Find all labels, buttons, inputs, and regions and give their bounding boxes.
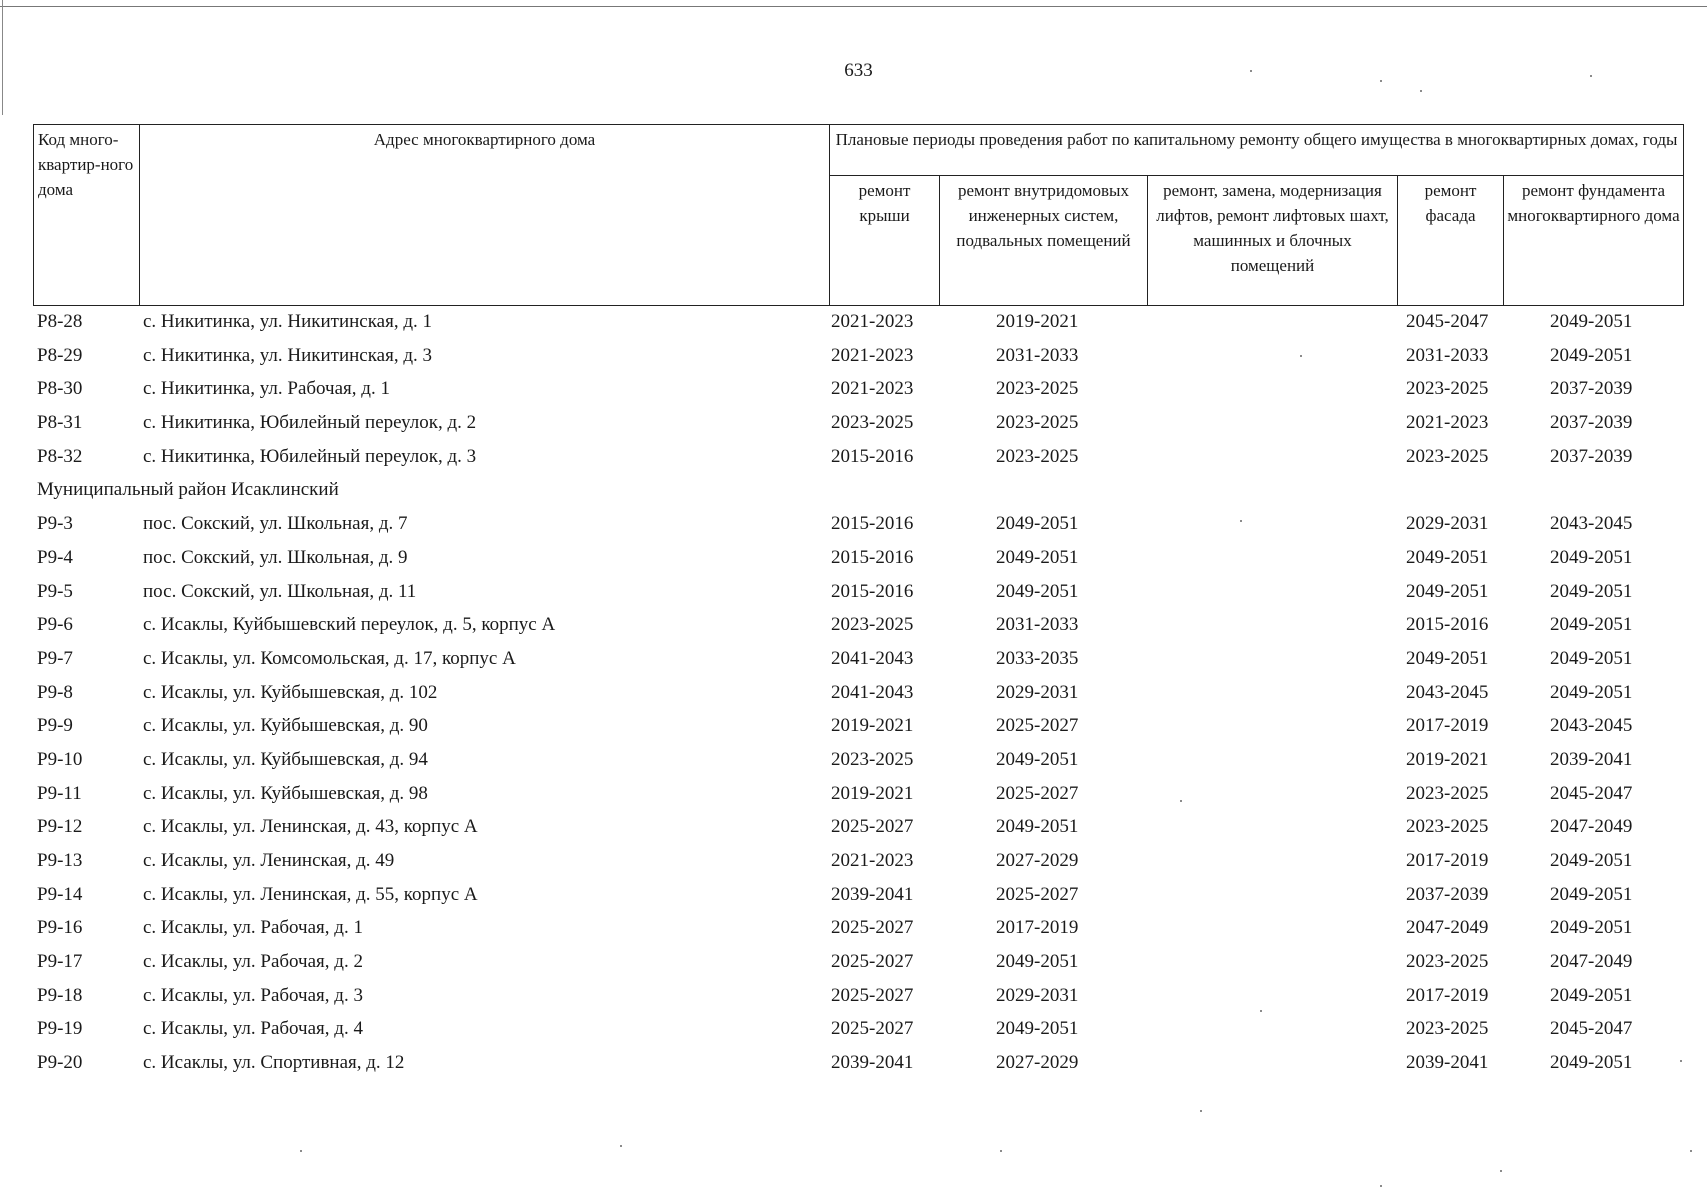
row-foundation: 2049-2051 [1550, 614, 1633, 636]
row-address: с. Исаклы, ул. Куйбышевская, д. 98 [143, 782, 428, 804]
row-engineering: 2049-2051 [996, 546, 1079, 568]
row-foundation: 2049-2051 [1550, 984, 1633, 1006]
row-foundation: 2043-2045 [1550, 715, 1633, 737]
table-row [33, 981, 1683, 1015]
row-code: Р9-19 [37, 1018, 83, 1040]
row-engineering: 2025-2027 [996, 782, 1079, 804]
row-facade: 2017-2019 [1406, 850, 1489, 871]
row-roof: 2039-2041 [831, 883, 914, 905]
header-elevators: ремонт, замена, модернизация лифтов, ремонт лифтовых шахт, машинных и блочных помещений [1148, 176, 1398, 306]
row-code: Р9-8 [37, 681, 73, 703]
row-code: Р9-10 [37, 748, 83, 770]
row-address: с. Исаклы, ул. Куйбышевская, д. 102 [143, 681, 438, 703]
scan-speck [1500, 1170, 1502, 1172]
row-facade: 2049-2051 [1406, 580, 1489, 602]
row-foundation: 2049-2051 [1550, 344, 1633, 366]
row-roof: 2025-2027 [831, 984, 914, 1006]
row-foundation: 2047-2049 [1550, 816, 1633, 838]
row-address: с. Никитинка, ул. Никитинская, д. 3 [143, 344, 433, 366]
row-address: с. Исаклы, ул. Рабочая, д. 3 [143, 984, 363, 1006]
table-row [33, 374, 1683, 408]
scan-speck [1680, 1060, 1682, 1062]
scan-edge-left [2, 0, 3, 115]
row-engineering: 2049-2051 [996, 951, 1079, 973]
row-code: Р9-18 [37, 984, 83, 1006]
row-address: с. Никитинка, Юбилейный переулок, д. 3 [143, 445, 477, 467]
row-roof: 2015-2016 [831, 546, 914, 568]
table-row [33, 1014, 1683, 1048]
scan-speck [1180, 800, 1182, 802]
row-code: Р8-32 [37, 445, 83, 467]
table-header [33, 124, 1684, 306]
row-code: Р9-17 [37, 951, 83, 973]
row-roof: 2025-2027 [831, 816, 914, 838]
row-foundation: 2049-2051 [1550, 917, 1633, 939]
row-engineering: 2033-2035 [996, 647, 1079, 669]
header-engineering: ремонт внутридомовых инженерных систем, подвальных помещений [940, 176, 1148, 306]
row-code: Р8-29 [37, 344, 83, 366]
row-facade: 2023-2025 [1406, 816, 1489, 838]
table-row [33, 442, 1683, 476]
row-code: Р9-4 [37, 546, 73, 568]
row-foundation: 2045-2047 [1550, 1018, 1633, 1040]
row-facade: 2037-2039 [1406, 883, 1489, 905]
table-row [33, 307, 1683, 341]
row-facade: 2045-2047 [1406, 311, 1489, 332]
row-address: с. Исаклы, Куйбышевский переулок, д. 5, корпус А [143, 614, 556, 636]
scan-speck [1260, 1010, 1262, 1012]
row-code: Р9-16 [37, 917, 83, 939]
scan-speck [1000, 1150, 1002, 1152]
row-facade: 2017-2019 [1406, 715, 1489, 737]
row-engineering: 2025-2027 [996, 715, 1079, 737]
row-engineering: 2029-2031 [996, 984, 1079, 1006]
row-foundation: 2049-2051 [1550, 850, 1633, 871]
row-foundation: 2037-2039 [1550, 378, 1633, 400]
row-roof: 2025-2027 [831, 1018, 914, 1040]
table-row [33, 846, 1683, 880]
row-address: с. Исаклы, ул. Комсомольская, д. 17, корпус А [143, 647, 516, 669]
row-engineering: 2025-2027 [996, 883, 1079, 905]
row-roof: 2023-2025 [831, 412, 914, 434]
table-body [33, 307, 1683, 1082]
header-code: Код много-квартир-ного дома [34, 125, 140, 306]
row-engineering: 2031-2033 [996, 614, 1079, 636]
row-engineering: 2049-2051 [996, 748, 1079, 770]
table-row [33, 779, 1683, 813]
table-row [33, 913, 1683, 947]
row-address: с. Исаклы, ул. Ленинская, д. 43, корпус А [143, 816, 478, 838]
row-foundation: 2049-2051 [1550, 647, 1633, 669]
row-foundation: 2049-2051 [1550, 1052, 1633, 1074]
row-code: Р9-5 [37, 580, 73, 602]
row-foundation: 2037-2039 [1550, 445, 1633, 467]
row-address: с. Никитинка, ул. Никитинская, д. 1 [143, 311, 433, 332]
row-engineering: 2017-2019 [996, 917, 1079, 939]
row-engineering: 2023-2025 [996, 445, 1079, 467]
row-code: Р9-3 [37, 513, 73, 535]
row-facade: 2039-2041 [1406, 1052, 1489, 1074]
scan-speck [1380, 80, 1382, 82]
table-row [33, 1048, 1683, 1082]
row-engineering: 2019-2021 [996, 311, 1079, 332]
row-foundation: 2049-2051 [1550, 580, 1633, 602]
table-row [33, 711, 1683, 745]
scan-speck [300, 1150, 302, 1152]
row-roof: 2015-2016 [831, 513, 914, 535]
row-facade: 2023-2025 [1406, 782, 1489, 804]
row-roof: 2021-2023 [831, 311, 914, 332]
table-row [33, 509, 1683, 543]
row-engineering: 2023-2025 [996, 412, 1079, 434]
section-row [33, 475, 1683, 509]
table-row [33, 745, 1683, 779]
row-facade: 2049-2051 [1406, 647, 1489, 669]
row-facade: 2015-2016 [1406, 614, 1489, 636]
row-address: с. Исаклы, ул. Рабочая, д. 2 [143, 951, 363, 973]
row-roof: 2019-2021 [831, 715, 914, 737]
row-address: пос. Сокский, ул. Школьная, д. 9 [143, 546, 408, 568]
header-roof: ремонт крыши [830, 176, 940, 306]
header-foundation: ремонт фундамента многоквартирного дома [1504, 176, 1684, 306]
row-foundation: 2045-2047 [1550, 782, 1633, 804]
row-roof: 2023-2025 [831, 748, 914, 770]
scan-speck [620, 1145, 622, 1147]
row-roof: 2021-2023 [831, 850, 914, 871]
row-roof: 2019-2021 [831, 782, 914, 804]
row-engineering: 2029-2031 [996, 681, 1079, 703]
row-foundation: 2049-2051 [1550, 311, 1633, 332]
row-roof: 2023-2025 [831, 614, 914, 636]
row-address: с. Исаклы, ул. Спортивная, д. 12 [143, 1052, 405, 1074]
row-engineering: 2049-2051 [996, 816, 1079, 838]
row-facade: 2031-2033 [1406, 344, 1489, 366]
row-facade: 2017-2019 [1406, 984, 1489, 1006]
row-code: Р9-7 [37, 647, 73, 669]
row-code: Р8-28 [37, 311, 83, 332]
table-row [33, 610, 1683, 644]
row-address: с. Никитинка, Юбилейный переулок, д. 2 [143, 412, 477, 434]
row-code: Р9-20 [37, 1052, 83, 1074]
scan-speck [1250, 70, 1252, 72]
row-roof: 2015-2016 [831, 445, 914, 467]
header-periods: Плановые периоды проведения работ по капитальному ремонту общего имущества в многоквартирных домах, годы [830, 125, 1684, 176]
scan-speck [1420, 90, 1422, 92]
row-roof: 2021-2023 [831, 344, 914, 366]
row-engineering: 2049-2051 [996, 513, 1079, 535]
row-engineering: 2049-2051 [996, 1018, 1079, 1040]
row-engineering: 2049-2051 [996, 580, 1079, 602]
row-engineering: 2031-2033 [996, 344, 1079, 366]
row-facade: 2047-2049 [1406, 917, 1489, 939]
row-facade: 2023-2025 [1406, 445, 1489, 467]
row-foundation: 2047-2049 [1550, 951, 1633, 973]
row-facade: 2019-2021 [1406, 748, 1489, 770]
row-engineering: 2027-2029 [996, 1052, 1079, 1074]
row-address: с. Исаклы, ул. Куйбышевская, д. 94 [143, 748, 428, 770]
row-code: Р8-30 [37, 378, 83, 400]
row-address: с. Исаклы, ул. Ленинская, д. 49 [143, 850, 395, 871]
row-foundation: 2049-2051 [1550, 681, 1633, 703]
row-facade: 2029-2031 [1406, 513, 1489, 535]
row-facade: 2049-2051 [1406, 546, 1489, 568]
row-foundation: 2049-2051 [1550, 546, 1633, 568]
row-code: Р9-14 [37, 883, 83, 905]
row-foundation: 2043-2045 [1550, 513, 1633, 535]
row-roof: 2021-2023 [831, 378, 914, 400]
row-code: Р9-9 [37, 715, 73, 737]
row-facade: 2043-2045 [1406, 681, 1489, 703]
table-row [33, 341, 1683, 375]
row-roof: 2039-2041 [831, 1052, 914, 1074]
table-row [33, 577, 1683, 611]
row-roof: 2041-2043 [831, 647, 914, 669]
row-address: с. Исаклы, ул. Рабочая, д. 1 [143, 917, 363, 939]
row-engineering: 2027-2029 [996, 850, 1079, 871]
table-row [33, 543, 1683, 577]
scan-speck [1200, 1110, 1202, 1112]
row-foundation: 2037-2039 [1550, 412, 1633, 434]
row-facade: 2021-2023 [1406, 412, 1489, 434]
row-code: Р9-6 [37, 614, 73, 636]
table-row [33, 880, 1683, 914]
row-address: пос. Сокский, ул. Школьная, д. 11 [143, 580, 417, 602]
table-row [33, 947, 1683, 981]
row-facade: 2023-2025 [1406, 378, 1489, 400]
header-address: Адрес многоквартирного дома [140, 125, 830, 306]
section-title: Муниципальный район Исаклинский [37, 479, 339, 501]
row-code: Р9-12 [37, 816, 83, 838]
row-foundation: 2049-2051 [1550, 883, 1633, 905]
row-address: с. Исаклы, ул. Ленинская, д. 55, корпус А [143, 883, 478, 905]
row-facade: 2023-2025 [1406, 951, 1489, 973]
row-roof: 2025-2027 [831, 951, 914, 973]
page-number: 633 [844, 60, 873, 81]
scan-speck [1590, 75, 1592, 77]
row-engineering: 2023-2025 [996, 378, 1079, 400]
scan-speck [1300, 355, 1302, 357]
row-facade: 2023-2025 [1406, 1018, 1489, 1040]
scan-speck [1240, 520, 1242, 522]
row-code: Р9-11 [37, 782, 82, 804]
row-code: Р9-13 [37, 850, 83, 871]
row-roof: 2025-2027 [831, 917, 914, 939]
row-address: с. Исаклы, ул. Куйбышевская, д. 90 [143, 715, 428, 737]
table-row [33, 408, 1683, 442]
scan-edge-top [0, 6, 1707, 7]
row-roof: 2015-2016 [831, 580, 914, 602]
header-facade: ремонт фасада [1398, 176, 1504, 306]
row-address: пос. Сокский, ул. Школьная, д. 7 [143, 513, 408, 535]
table-row [33, 678, 1683, 712]
row-address: с. Никитинка, ул. Рабочая, д. 1 [143, 378, 390, 400]
row-code: Р8-31 [37, 412, 83, 434]
table-row [33, 812, 1683, 846]
scan-speck [1690, 1150, 1692, 1152]
row-roof: 2041-2043 [831, 681, 914, 703]
row-foundation: 2039-2041 [1550, 748, 1633, 770]
scan-speck [1380, 1185, 1382, 1187]
row-address: с. Исаклы, ул. Рабочая, д. 4 [143, 1018, 363, 1040]
table-row [33, 644, 1683, 678]
